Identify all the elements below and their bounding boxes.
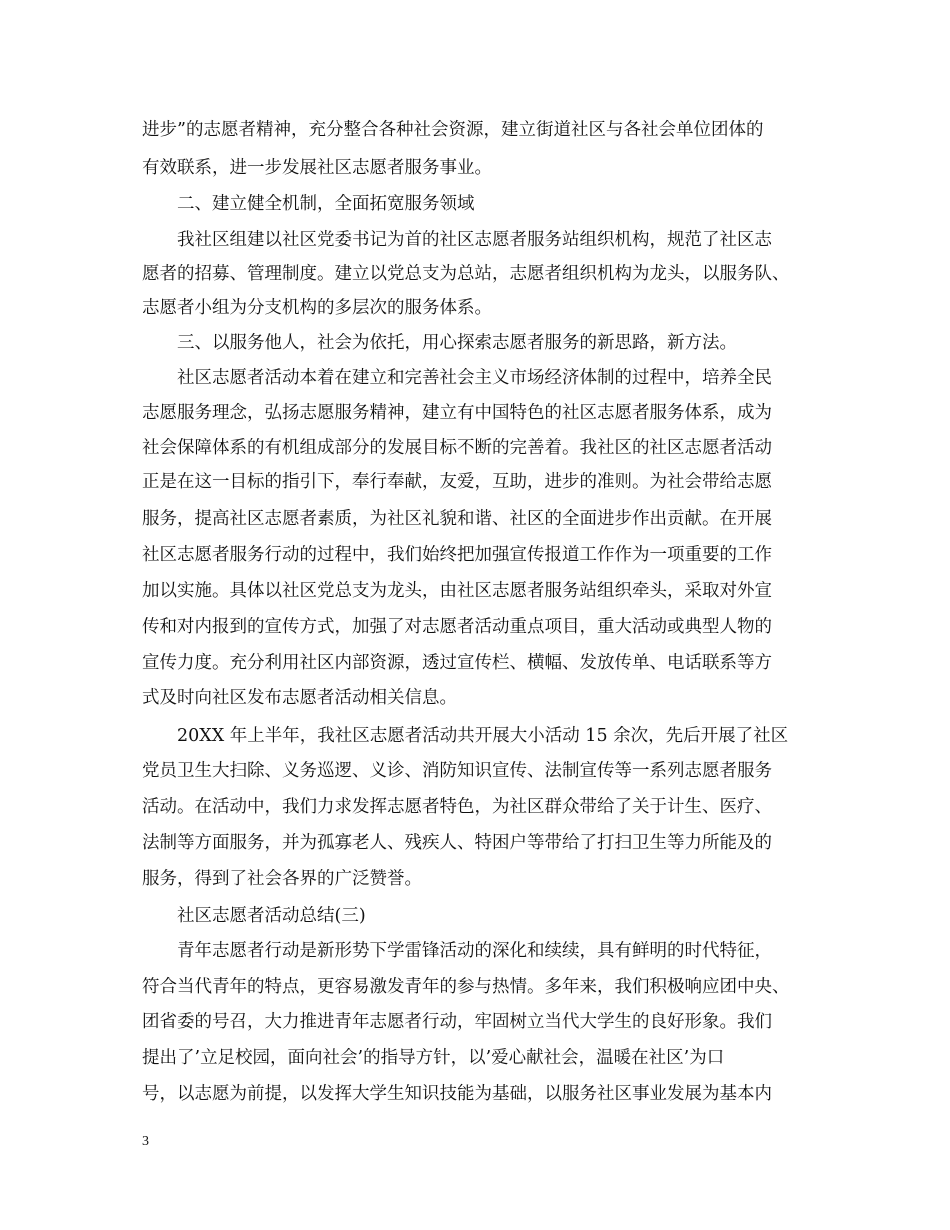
body-text-line: 活动。在活动中，我们力求发挥志愿者特色，为社区群众带给了关于计生、医疗、 <box>142 797 772 817</box>
page-number: 3 <box>142 1134 149 1149</box>
body-text-line: 宣传力度。充分利用社区内部资源，透过宣传栏、横幅、发放传单、电话联系等方 <box>142 653 772 673</box>
body-text-line: 号，以志愿为前提，以发挥大学生知识技能为基础，以服务社区事业发展为基本内 <box>142 1084 772 1104</box>
section-heading: 二、建立健全机制，全面拓宽服务领域 <box>177 194 475 214</box>
body-text-line: 社区志愿者服务行动的过程中，我们始终把加强宣传报道工作作为一项重要的工作 <box>142 545 772 565</box>
body-text-line: 团省委的号召，大力推进青年志愿者行动，牢固树立当代大学生的良好形象。我们 <box>142 1012 772 1032</box>
body-text-line: 有效联系，进一步发展社区志愿者服务事业。 <box>142 158 492 178</box>
body-text-line: 提出了’立足校园，面向社会’的指导方针，以’爱心献社会，温暖在社区’为口 <box>142 1048 725 1068</box>
body-text-line: 党员卫生大扫除、义务巡逻、义诊、消防知识宣传、法制宣传等一系列志愿者服务 <box>142 761 772 781</box>
body-text-line: 愿者的招募、管理制度。建立以党总支为总站，志愿者组织机构为龙头，以服务队、 <box>142 264 790 284</box>
body-text-line: 式及时向社区发布志愿者活动相关信息。 <box>142 688 457 708</box>
body-text-line: 传和对内报到的宣传方式，加强了对志愿者活动重点项目，重大活动或典型人物的 <box>142 617 772 637</box>
body-text-line: 正是在这一目标的指引下，奉行奉献，友爱，互助，进步的准则。为社会带给志愿 <box>142 472 772 492</box>
body-text-line: 加以实施。具体以社区党总支为龙头，由社区志愿者服务站组织牵头，采取对外宣 <box>142 581 772 601</box>
body-text-line: 服务，提高社区志愿者素质，为社区礼貌和谐、社区的全面进步作出贡献。在开展 <box>142 509 772 529</box>
body-text-line: 我社区组建以社区党委书记为首的社区志愿者服务站组织机构，规范了社区志 <box>177 230 772 250</box>
body-text-line: 进步”的志愿者精神，充分整合各种社会资源，建立街道社区与各社会单位团体的 <box>142 120 764 140</box>
body-text-line: 20XX 年上半年，我社区志愿者活动共开展大小活动 15 余次，先后开展了社区 <box>177 726 789 746</box>
body-text-line: 社会保障体系的有机组成部分的发展目标不断的完善着。我社区的社区志愿者活动 <box>142 438 772 458</box>
body-text-line: 青年志愿者行动是新形势下学雷锋活动的深化和续续，具有鲜明的时代特征， <box>177 941 772 961</box>
body-text-line: 社区志愿者活动本着在建立和完善社会主义市场经济体制的过程中，培养全民 <box>177 368 772 388</box>
section-title: 社区志愿者活动总结(三) <box>177 906 366 926</box>
body-text-line: 志愿服务理念，弘扬志愿服务精神，建立有中国特色的社区志愿者服务体系，成为 <box>142 403 772 423</box>
section-heading: 三、以服务他人，社会为依托，用心探索志愿者服务的新思路，新方法。 <box>177 333 737 353</box>
body-text-line: 服务，得到了社会各界的广泛赞誉。 <box>142 869 422 889</box>
body-text-line: 符合当代青年的特点，更容易激发青年的参与热情。多年来，我们积极响应团中央、 <box>142 977 790 997</box>
body-text-line: 志愿者小组为分支机构的多层次的服务体系。 <box>142 298 492 318</box>
body-text-line: 法制等方面服务，并为孤寡老人、残疾人、特困户等带给了打扫卫生等力所能及的 <box>142 833 772 853</box>
